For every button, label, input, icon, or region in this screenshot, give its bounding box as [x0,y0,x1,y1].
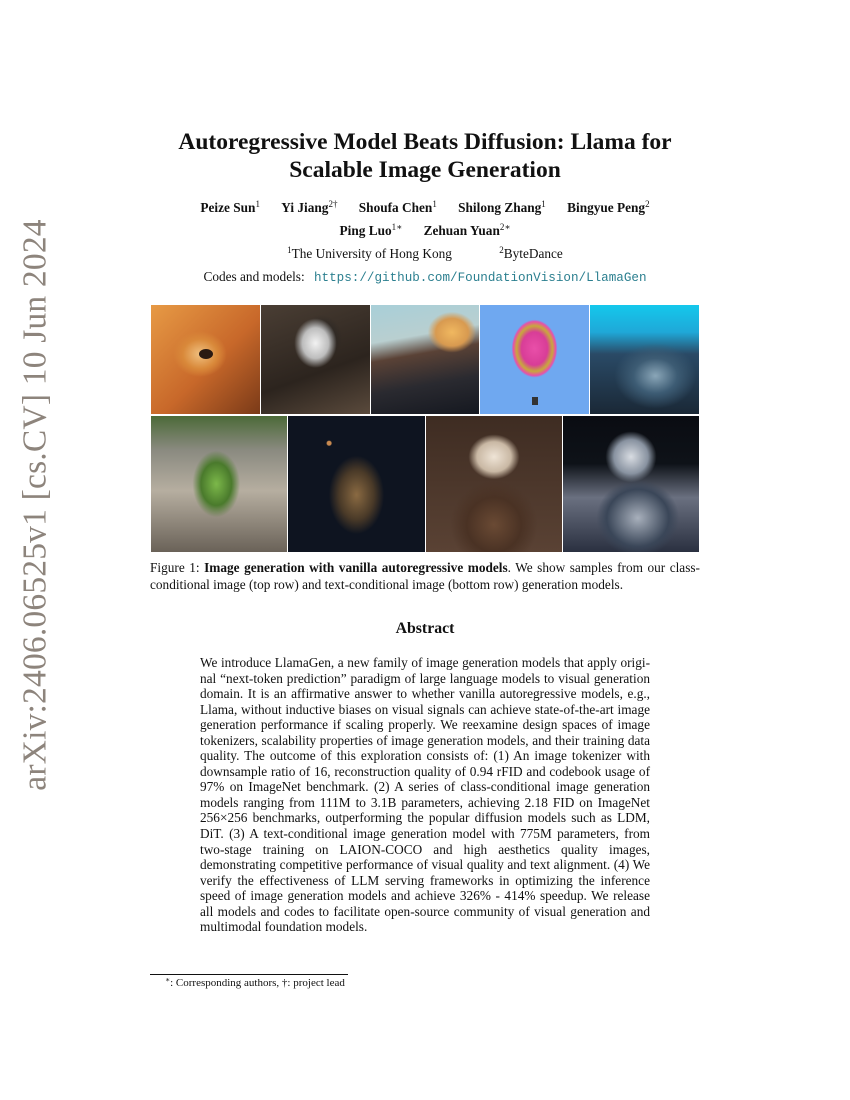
affiliation-mark: 1 [287,245,292,255]
footnote [165,977,345,990]
arxiv-side-banner [10,219,62,791]
caption-label: Figure 1: [150,560,205,575]
author-affiliation-mark: 1 [432,199,437,209]
author-name: Bingyue Peng [567,200,646,215]
caption-text: . We show samples from our class-conditional image (top row) and text-conditional image (bottom row) generation models. [150,560,700,592]
footnote-star-mark: ∗ [165,975,171,984]
sample-image-golden-retriever [151,305,260,414]
author-affiliation-mark: 2∗ [499,222,511,232]
class-conditional-samples-row [151,305,699,414]
author-name: Zehuan Yuan [423,223,500,238]
author-affiliation-mark: 2† [328,199,338,209]
affiliations [150,246,700,262]
footnote-text: : Corresponding authors, †: project lead [170,977,345,989]
title-line-2: Scalable Image Generation [289,157,561,183]
affiliation-name: The University of Hong Kong [291,246,452,261]
abstract-body: We introduce LlamaGen, a new family of image generation models that apply original “next-token prediction” paradigm of large language models to visual generation domain. It is an affirmative answer to whether vanilla autoregressive models, e.g., Llama, without inductive biases on visual signals can achieve state-of-the-art image generation performance if scaling properly. We reexamine design spaces of image tokenizers, scalability properties of image generation models, and their training data quality. The outcome of this exploration consists of: (1) An image tokenizer with downsample ratio of 16, reconstruction quality of 0.94 rFID and codebook usage of 97% on ImageNet benchmark. (2) A series of class-conditional image generation models ranging from 111M to 3.1B parameters, achieving 2.18 FID on ImageNet 256×256 benchmarks, outperforming the popular diffusion models such as LDM, DiT. (3) A text-conditional image generation model with 775M parameters, from two-stage training on LAION-COCO and high aesthetics quality images, demonstrating competitive performance of visual quality and text alignment. (4) We verify the effectiveness of LLM serving frameworks in optimizing the inference speed of image generation models and achieve 326% - 414% speedup. We release all models and codes to facilitate open-source community of visual generation and multimodal foundation models. [200,655,650,935]
author-name: Ping Luo [339,223,392,238]
code-availability [150,269,700,286]
arxiv-identifier: arXiv:2406.06525v1 [cs.CV] 10 Jun 2024 [17,219,55,791]
author [424,223,511,239]
caption-title: Image generation with vanilla autoregressive models [204,560,508,575]
author [567,200,649,216]
sample-image-volcano [371,305,480,414]
author-name: Peize Sun [200,200,256,215]
sample-image-firefly-jar [288,416,424,552]
author-name: Shilong Zhang [458,200,542,215]
sample-image-plant-paving [151,416,287,552]
sample-image-hot-air-balloon [480,305,589,414]
figure-caption [150,560,700,593]
author-affiliation-mark: 1∗ [391,222,403,232]
author-name: Yi Jiang [281,200,329,215]
author-name: Shoufa Chen [358,200,433,215]
paper-title [150,128,700,184]
author [281,200,337,216]
text-conditional-samples-row [151,416,699,552]
affiliation [499,246,563,262]
affiliation-name: ByteDance [503,246,563,261]
author-affiliation-mark: 1 [541,199,546,209]
author-affiliation-mark: 1 [255,199,260,209]
sample-image-coral-reef [590,305,699,414]
sample-image-bear-vest [426,416,562,552]
sample-image-astronaut [563,416,699,552]
author [458,200,546,216]
figure-1 [151,305,699,552]
abstract-heading: Abstract [395,620,455,637]
author [359,200,437,216]
affiliation [287,246,452,262]
title-line-1: Autoregressive Model Beats Diffusion: Llama for [178,129,672,155]
author [200,200,260,216]
affiliation-mark: 2 [499,245,504,255]
github-link[interactable]: https://github.com/FoundationVision/LlamaGen [314,271,647,285]
author-affiliation-mark: 2 [645,199,650,209]
sample-image-husky [261,305,370,414]
author-list-row-1 [150,200,700,216]
author-list-row-2 [150,223,700,239]
author [340,223,403,239]
codes-label: Codes and models: [203,269,305,284]
footnote-divider [150,974,348,975]
